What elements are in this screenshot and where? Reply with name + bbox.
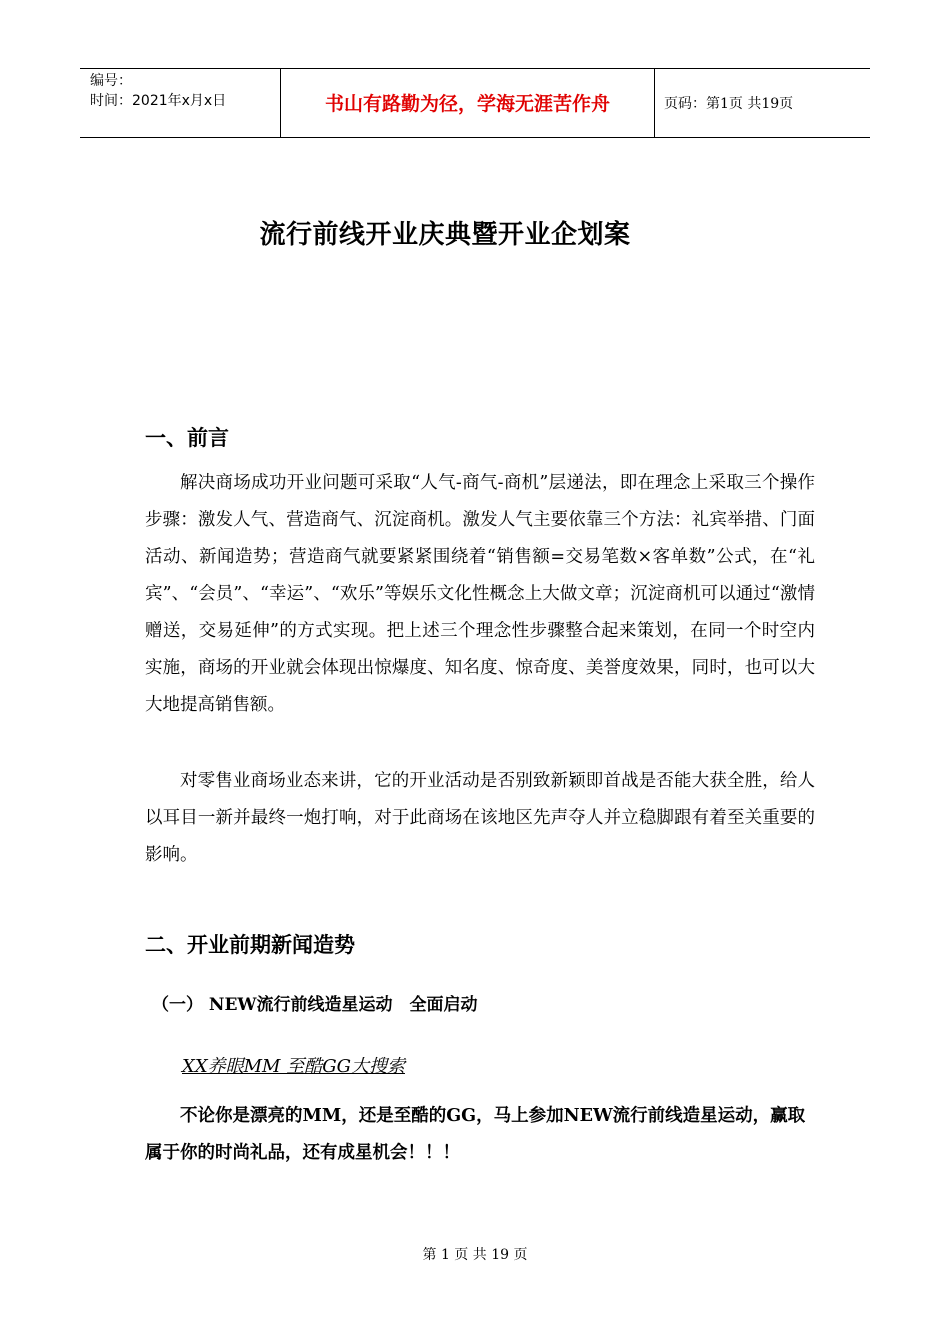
header-meta [90,71,226,111]
document-title: 流行前线开业庆典暨开业企划案 [259,220,631,250]
section-heading-preface: 一、前言 [145,426,229,450]
section-heading-news: 二、开业前期新闻造势 [145,933,355,957]
header-motto: 书山有路勤为径，学海无涯苦作舟 [324,93,610,115]
campaign-paragraph: 不论你是漂亮的MM，还是至酷的GG，马上参加NEW流行前线造星运动，赢取属于你的时尚礼品，还有成星机会！！！ [145,1106,806,1163]
preface-paragraph-1: 解决商场成功开业问题可采取“人气-商气-商机”层递法，即在理念上采取三个操作步骤：激发人气、营造商气、沉淀商机。激发人气主要依靠三个方法：礼宾举措、门面活动、新闻造势；营造商气就要紧紧围绕着“销售额=交易笔数×客单数”公式，在“礼宾”、“会员”、“幸运”、“欢乐”等娱乐文化性概念上大做文章；沉淀商机可以通过“激情赠送，交易延伸”的方式实现。把上述三个理念性步骤整合起来策划，在同一个时空内实施，商场的开业就会体现出惊爆度、知名度、惊奇度、美誉度效果，同时，也可以大大地提高销售额。 [145,473,815,715]
campaign-slogan: XX养眼MM 至酷GG大搜索 [182,1056,405,1077]
header-number: 编号： [90,73,132,89]
subsection-heading: （一） NEW流行前线造星运动 全面启动 [152,995,478,1015]
page-header [80,68,870,138]
header-divider [654,69,655,137]
header-page-number: 页码：第1页 共19页 [664,96,794,112]
preface-paragraph-2: 对零售业商场业态来讲，它的开业活动是否别致新颖即首战是否能大获全胜，给人以耳目一新并最终一炮打响，对于此商场在该地区先声夺人并立稳脚跟有着至关重要的影响。 [145,771,815,865]
page-footer: 第 1 页 共 19 页 [422,1247,528,1263]
header-time: 时间：2021年x月x日 [90,93,227,109]
